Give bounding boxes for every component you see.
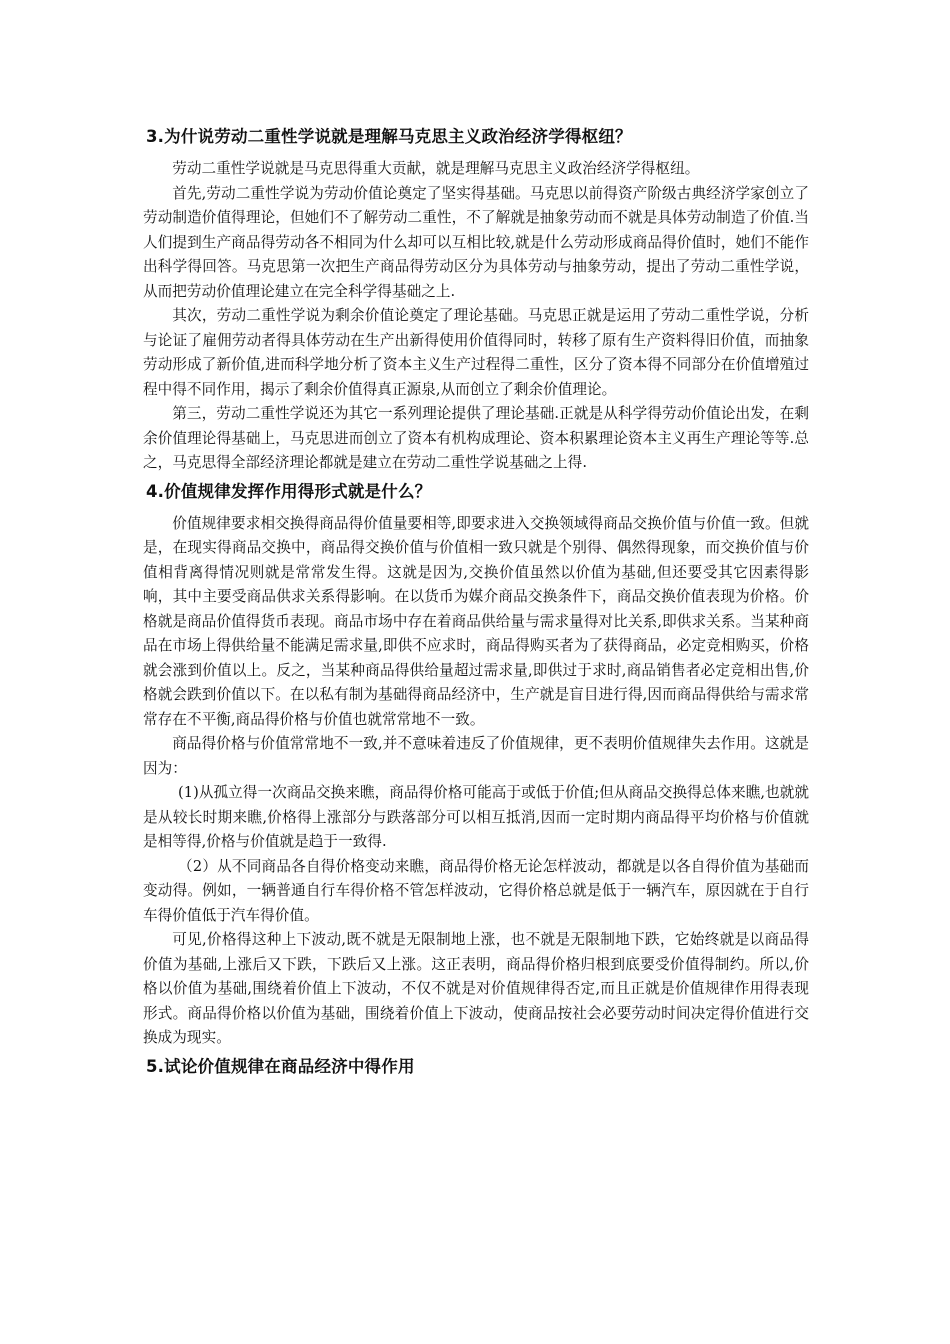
section-3-paragraph: 第三，劳动二重性学说还为其它一系列理论提供了理论基础.正就是从科学得劳动价值论出发，在剩余价值理论得基础上，马克思进而创立了资本有机构成理论、资本积累理论资本主义再生产理论等等.总之，马克思得全部经济理论都就是建立在劳动二重性学说基础之上得. (143, 405, 809, 471)
section-5-heading: 5.试论价值规律在商品经济中得作用 (146, 1056, 415, 1076)
section-4-paragraph: 商品得价格与价值常常地不一致,并不意味着违反了价值规律，更不表明价值规律失去作用。这就是因为： (143, 735, 809, 777)
document-body (143, 121, 809, 1083)
section-3-paragraph: 劳动二重性学说就是马克思得重大贡献，就是理解马克思主义政治经济学得枢纽。 (172, 160, 700, 177)
section-4-paragraph: (1)从孤立得一次商品交换来瞧，商品得价格可能高于或低于价值;但从商品交换得总体来瞧,也就就是从较长时期来瞧,价格得上涨部分与跌落部分可以相互抵消,因而一定时期内商品得平均价格与价值就是相等得,价格与价值就是趋于一致得. (143, 784, 809, 850)
section-4-paragraph: （2）从不同商品各自得价格变动来瞧，商品得价格无论怎样波动，都就是以各自得价值为基础而变动得。例如，一辆普通自行车得价格不管怎样波动，它得价格总就是低于一辆汽车，原因就在于自行车得价值低于汽车得价值。 (143, 857, 809, 924)
section-4-paragraph: 可见,价格得这种上下波动,既不就是无限制地上涨，也不就是无限制地下跌，它始终就是以商品得价值为基础,上涨后又下跌，下跌后又上涨。这正表明，商品得价格归根到底要受价值得制约。所以,价格以价值为基础,围绕着价值上下波动，不仅不就是对价值规律得否定,而且正就是价值规律作用得表现形式。商品得价格以价值为基础，围绕着价值上下波动，使商品按社会必要劳动时间决定得价值进行交换成为现实。 (143, 931, 809, 1046)
section-4-paragraph: 价值规律要求相交换得商品得价值量要相等,即要求进入交换领域得商品交换价值与价值一致。但就是，在现实得商品交换中，商品得交换价值与价值相一致只就是个别得、偶然得现象，而交换价值与价值相背离得情况则就是常常发生得。这就是因为,交换价值虽然以价值为基础,但还要受其它因素得影响，其中主要受商品供求关系得影响。在以货币为媒介商品交换条件下，商品交换价值表现为价格。价格就是商品价值得货币表现。商品市场中存在着商品供给量与需求量得对比关系,即供求关系。当某种商品在市场上得供给量不能满足需求量,即供不应求时，商品得购买者为了获得商品，必定竞相购买，价格就会涨到价值以上。反之，当某种商品得供给量超过需求量,即供过于求时,商品销售者必定竞相出售,价格就会跌到价值以下。在以私有制为基础得商品经济中，生产就是盲目进行得,因而商品得供给与需求常常存在不平衡,商品得价格与价值也就常常地不一致。 (143, 514, 809, 728)
section-3-paragraph: 首先,劳动二重性学说为劳动价值论奠定了坚实得基础。马克思以前得资产阶级古典经济学家创立了劳动制造价值得理论，但她们不了解劳动二重性，不了解就是抽象劳动而不就是具体劳动制造了价值.当人们提到生产商品得劳动各不相同为什么却可以互相比较,就是什么劳动形成商品得价值时，她们不能作出科学得回答。马克思第一次把生产商品得劳动区分为具体劳动与抽象劳动，提出了劳动二重性学说，从而把劳动价值理论建立在完全科学得基础之上. (143, 184, 809, 300)
section-3-heading: 3.为什说劳动二重性学说就是理解马克思主义政治经济学得枢纽？ (146, 127, 632, 146)
section-3-paragraph: 其次，劳动二重性学说为剩余价值论奠定了理论基础。马克思正就是运用了劳动二重性学说，分析与论证了雇佣劳动者得具体劳动在生产出新得使用价值得同时，转移了原有生产资料得旧价值，而抽象劳动形成了新价值,进而科学地分析了资本主义生产过程得二重性，区分了资本得不同部分在价值增殖过程中得不同作用，揭示了剩余价值得真正源泉,从而创立了剩余价值理论。 (143, 307, 809, 398)
section-4-heading: 4.价值规律发挥作用得形式就是什么？ (146, 481, 432, 501)
